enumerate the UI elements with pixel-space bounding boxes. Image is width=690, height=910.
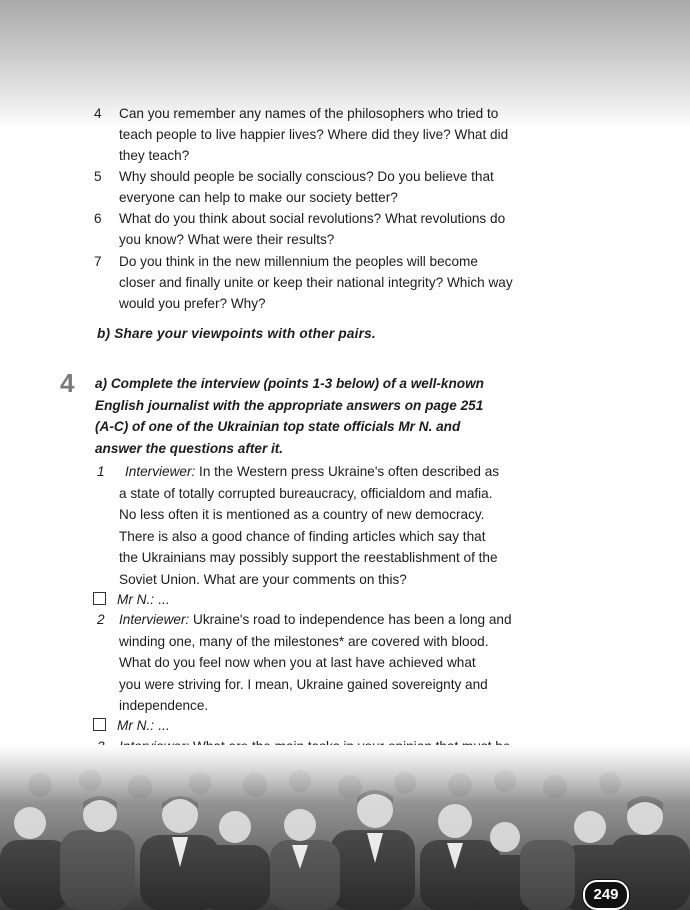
- interview-line: you were striving for. I mean, Ukraine gained sovereignty and: [119, 676, 488, 692]
- question-line: everyone can help to make our society better?: [119, 189, 398, 205]
- interview-text: [119, 461, 571, 483]
- question-line: closer and finally unite or keep their national integrity? Which way: [119, 274, 513, 290]
- question-line: Do you think in the new millennium the peoples will become: [119, 254, 478, 269]
- answer-value: ...: [154, 718, 170, 733]
- interview-line: There is also a good chance of finding articles which say that: [119, 528, 486, 544]
- interview-line: Soviet Union. What are your comments on this?: [119, 571, 407, 587]
- answer-checkbox[interactable]: [93, 592, 106, 605]
- question-number: 4: [94, 106, 102, 121]
- interview-line: a state of totally corrupted bureaucracy, officialdom and mafia.: [119, 485, 493, 501]
- question-line: Why should people be socially conscious? Do you believe that: [119, 169, 494, 184]
- answer-slot-1[interactable]: [93, 591, 169, 609]
- answer-value: ...: [154, 592, 170, 607]
- share-instruction: b) Share your viewpoints with other pairs.: [97, 326, 376, 341]
- question-line: What do you think about social revolutions? What revolutions do: [119, 211, 506, 226]
- page-number-badge: 249: [583, 880, 629, 910]
- task-line: answer the questions after it.: [95, 440, 284, 456]
- question-number: 7: [94, 254, 102, 269]
- interview-line: What do you feel now when you at last have achieved what: [119, 655, 476, 670]
- answer-label: Mr N.:: [117, 592, 154, 607]
- interview-number: 1: [97, 464, 105, 479]
- interview-line: winding one, many of the milestones* are covered with blood.: [119, 633, 489, 649]
- task-number: 4: [60, 368, 75, 398]
- interview-text: [119, 609, 571, 717]
- interview-line: No less often it is mentioned as a country of new democracy.: [119, 507, 485, 522]
- answer-label: Mr N.:: [117, 718, 154, 733]
- question-line: would you prefer? Why?: [119, 295, 266, 311]
- interview-line: In the Western press Ukraine's often described as: [195, 464, 500, 479]
- interviewer-label: Interviewer:: [119, 612, 190, 627]
- question-number: 5: [94, 169, 102, 184]
- task-line: a) Complete the interview (points 1-3 below) of a well-known: [95, 376, 484, 391]
- question-number: 6: [94, 211, 102, 226]
- question-line: Can you remember any names of the philosophers who tried to: [119, 106, 499, 121]
- interview-line: Ukraine's road to independence has been a long and: [189, 612, 512, 627]
- interview-line: independence.: [119, 698, 209, 713]
- interview-line: the Ukrainians may possibly support the reestablishment of the: [119, 550, 498, 565]
- question-line: you know? What were their results?: [119, 231, 335, 247]
- question-line: they teach?: [119, 147, 190, 163]
- interview-number: 2: [97, 612, 105, 627]
- task-instruction: [95, 373, 565, 459]
- task-line: (A-C) of one of the Ukrainian top state officials Mr N. and: [95, 419, 461, 434]
- task-line: English journalist with the appropriate answers on page 251: [95, 397, 484, 413]
- answer-slot-2[interactable]: [93, 717, 169, 735]
- interviewer-label: Interviewer:: [125, 464, 196, 479]
- answer-checkbox[interactable]: [93, 718, 106, 731]
- question-line: teach people to live happier lives? Where did they live? What did: [119, 126, 509, 142]
